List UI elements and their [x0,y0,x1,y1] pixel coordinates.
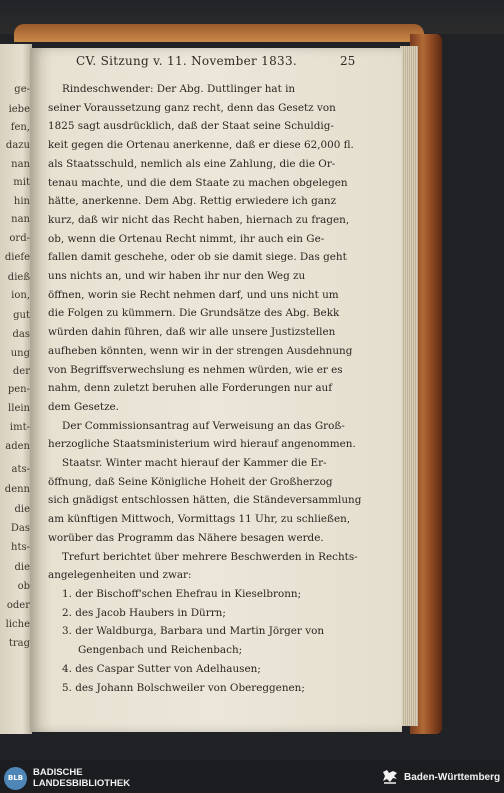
facing-page-fragment-text: hts- [11,542,30,553]
facing-page-fragment-text: Das [10,523,30,534]
text-line: nahm, denn zuletzt beruhen alle Forderungen nur auf [48,382,333,395]
facing-page-fragment-text: ob [17,581,30,592]
facing-page-fragment-text: oder [6,600,30,611]
text-line: Der Commissionsantrag auf Verweisung an das Groß- [62,419,345,432]
library-name-line2: LANDESBIBLIOTHEK [33,778,131,789]
facing-page-fragment-text: llein [8,403,30,414]
facing-page-fragment-text: iebe [8,104,30,115]
text-line: Gengenbach und Reichenbach; [78,644,243,657]
library-name-line1: BADISCHE [33,767,83,778]
facing-page-fragment-text: dazu [5,140,30,151]
text-line: 1825 sagt ausdrücklich, daß der Staat seine Schuldig- [48,120,334,133]
facing-page-fragment-text: pen- [7,384,30,395]
text-line: von Begriffsverwechslung es nehmen würden, wie er es [48,363,343,376]
text-line: Staatsr. Winter macht hierauf der Kammer die Er- [62,457,327,470]
text-line: hätte, anerkenne. Dem Abg. Rettig erwiedere ich ganz [48,195,337,208]
text-line: 2. des Jacob Haubers in Dürrn; [62,606,226,619]
text-line: aufheben könnten, wenn wir in der strengen Ausdehnung [48,344,353,357]
text-line: tenau machte, und die dem Staate zu machen obgelegen [48,176,348,189]
page-edges [400,46,418,726]
facing-page-fragment-text: denn [4,484,30,495]
facing-page-fragment-text: mit [13,177,30,188]
text-line: herzogliche Staatsministerium wird hierauf angenommen. [48,438,356,451]
facing-page-fragment-text: hin [13,196,30,207]
facing-page-fragment-text: dieß [7,272,30,283]
text-line: fallen damit geschehe, oder ob sie damit siege. Das geht [48,251,347,264]
text-line: am künftigen Mittwoch, Vormittags 11 Uhr, zu schließen, [48,513,351,526]
facing-page-fragment-text: das [12,329,30,340]
viewer-footer [0,760,504,793]
facing-page-fragment-text: ats- [11,464,30,475]
text-line: dem Gesetze. [48,400,119,413]
text-line: würden dahin führen, daß wir alle unsere Justizstellen [48,326,336,339]
facing-page-fragment-text: nan [11,214,30,225]
blb-logo-icon[interactable]: BLB [4,767,27,790]
facing-page-fragment-text: ung [10,348,30,359]
library-name[interactable] [33,767,130,789]
facing-page-fragment-text: ion, [11,290,30,301]
facing-page-fragment-text: imt- [9,422,30,433]
text-line: 4. des Caspar Sutter von Adelhausen; [62,662,261,675]
text-line: sich gnädigst entschlossen hätten, die Ständeversammlung [48,494,362,507]
facing-page-fragment-text: liche [5,619,30,630]
facing-page-fragment-text: fen, [10,122,30,133]
facing-page-fragment-text: diefe [4,252,30,263]
state-coat-of-arms-icon [381,770,399,786]
text-line: öffnen, worin sie Recht nehmen darf, und uns nicht um [48,288,339,301]
text-line: 3. der Waldburga, Barbara und Martin Jörger von [62,625,325,638]
page-number: 25 [340,54,356,68]
facing-page-fragment-text: ord- [9,233,30,244]
facing-page-fragment-text: trag [8,638,30,649]
book-cover-top [14,24,424,42]
text-line: uns nichts an, und wir haben ihr nur den Weg zu [48,270,306,283]
facing-page-fragment-text: aden [5,441,30,452]
text-line: worüber das Programm das Nähere besagen werde. [48,531,324,544]
text-line: Trefurt berichtet über mehrere Beschwerden in Rechts- [62,550,358,563]
text-line: öffnung, daß Seine Königliche Hoheit der Großherzog [48,475,333,488]
page-body-text [48,80,360,697]
text-line: 5. des Johann Bolschweiler von Obereggenen; [62,681,305,694]
facing-page-fragment-text: ge- [14,84,30,95]
facing-page-fragment-text: der [12,366,30,377]
text-line: 1. der Bischoff'schen Ehefrau in Kieselbronn; [62,587,302,600]
text-line: als Staatsschuld, nemlich als eine Zahlung, die die Or- [48,157,336,170]
state-name[interactable]: Baden-Württemberg [404,772,501,783]
text-line: Rindeschwender: Der Abg. Duttlinger hat in [62,83,296,95]
facing-page-fragment-text: die [14,562,30,573]
text-line: ob, wenn die Ortenau Recht nimmt, ihr auch ein Ge- [48,232,325,245]
running-head: CV. Sitzung v. 11. November 1833. [76,54,297,68]
facing-page-fragment-text: nan [11,159,30,170]
text-line: seiner Voraussetzung ganz recht, denn das Gesetz von [48,101,336,114]
facing-page-fragment [0,44,32,734]
text-line: angelegenheiten und zwar: [48,569,192,582]
facing-page-fragment-text: gut [13,310,30,321]
text-line: keit gegen die Ortenau anerkenne, daß er diese 62,000 fl. [48,139,354,152]
text-line: kurz, daß wir nicht das Recht haben, hiernach zu fragen, [48,213,350,226]
facing-page-fragment-text: die [14,504,30,515]
text-line: die Folgen zu kümmern. Die Grundsätze des Abg. Bekk [48,307,340,320]
